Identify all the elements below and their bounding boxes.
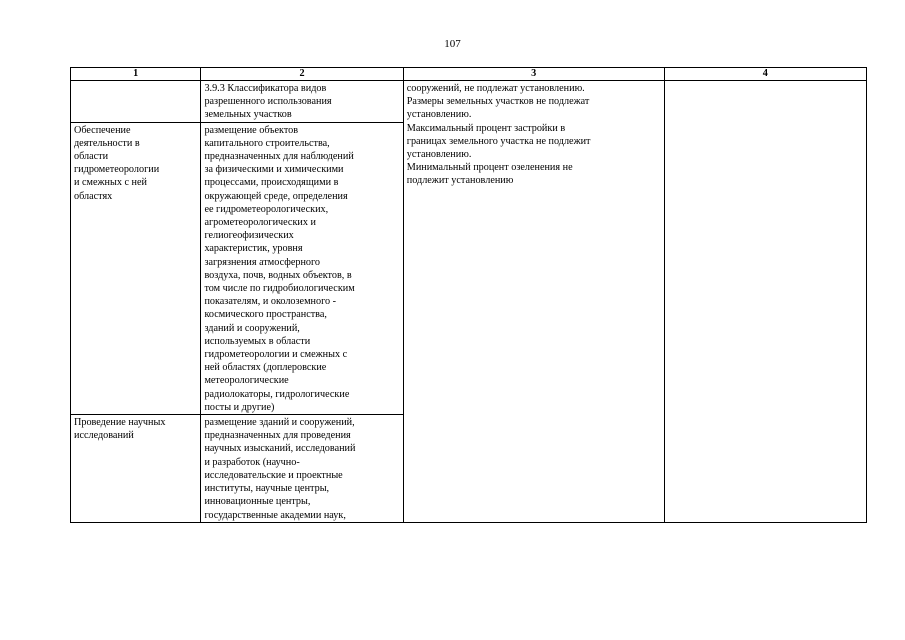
text-line: государственные академии наук, — [204, 509, 346, 521]
column-header-2: 2 — [201, 68, 403, 81]
text-line: размещение объектов — [204, 124, 299, 136]
text-line: 3.9.3 Классификатора видов — [204, 83, 327, 94]
text-line: зданий и сооружений, — [204, 322, 300, 334]
text-line: гидрометеорологии и смежных с — [204, 349, 348, 361]
text-line: предназначенных для проведения — [204, 430, 351, 442]
text-line: Размеры земельных участков не подлежат — [406, 96, 590, 108]
column-header-3: 3 — [403, 68, 664, 81]
text-line: используемых в области — [204, 335, 311, 347]
text-line: Минимальный процент озеленения не — [406, 162, 573, 174]
text-line: посты и другие) — [204, 401, 275, 413]
parameters-cell — [403, 81, 664, 523]
text-line: радиолокаторы, гидрологические — [204, 388, 350, 400]
text-line: показателям, и околоземного - — [204, 296, 337, 308]
text-line: исследовательские и проектные — [204, 469, 343, 481]
text-line: воздуха, почв, водных объектов, в — [204, 269, 352, 281]
text-line: процессами, происходящими в — [204, 177, 339, 189]
text-line: установлению. — [406, 149, 472, 161]
text-line: разрешенного использования — [204, 96, 332, 108]
text-line: космического пространства, — [204, 309, 327, 321]
row-name-cell — [71, 415, 201, 523]
text-line: метеорологические — [204, 375, 289, 387]
text-line: агрометеорологических и — [204, 217, 316, 229]
text-line: за физическими и химическими — [204, 164, 344, 176]
document-table — [70, 67, 867, 523]
description-text — [204, 416, 399, 522]
text-line: подлежит установлению — [406, 175, 514, 187]
text-line: гелиогеофизических — [204, 230, 294, 242]
text-line: капитального строительства, — [204, 137, 330, 149]
row-name-cell — [71, 122, 201, 414]
text-line: окружающей среде, определения — [204, 190, 348, 202]
text-line: гидрометеорологии — [74, 164, 160, 176]
table-header-row — [71, 68, 867, 81]
text-line: ней областях (доплеровские — [204, 362, 327, 374]
text-line: Обеспечение — [74, 124, 131, 136]
text-line: областях — [74, 190, 113, 202]
text-line: сооружений, не подлежат установлению. — [406, 83, 585, 94]
text-line: институты, научные центры, — [204, 483, 330, 495]
row-name-cell — [71, 81, 201, 123]
row-description-cell — [201, 122, 403, 414]
text-line: характеристик, уровня — [204, 243, 303, 255]
name-text — [74, 124, 197, 203]
column-header-4: 4 — [664, 68, 866, 81]
text-line: размещение зданий и сооружений, — [204, 417, 355, 429]
text-line: том числе по гидробиологическим — [204, 283, 355, 295]
text-line: установлению. — [406, 109, 472, 121]
text-line: Проведение научных — [74, 417, 166, 429]
column-4-cell — [664, 81, 866, 523]
name-text — [74, 416, 197, 442]
text-line: деятельности в — [74, 137, 140, 149]
description-text — [204, 124, 399, 414]
text-line: ее гидрометеорологических, — [204, 203, 329, 215]
row-description-cell — [201, 81, 403, 123]
text-line: инновационные центры, — [204, 496, 311, 508]
table-row — [71, 81, 867, 123]
text-line: научных изысканий, исследований — [204, 443, 356, 455]
text-line: области — [74, 151, 109, 163]
text-line: земельных участков — [204, 109, 292, 121]
description-text — [204, 82, 399, 122]
text-line: Максимальный процент застройки в — [406, 122, 566, 134]
text-line: исследований — [74, 430, 134, 442]
text-line: и разработок (научно- — [204, 456, 300, 468]
column-header-1: 1 — [71, 68, 201, 81]
text-line: предназначенных для наблюдений — [204, 151, 354, 163]
text-line: границах земельного участка не подлежит — [406, 135, 591, 147]
parameters-text — [407, 82, 661, 188]
text-line: и смежных с ней — [74, 177, 147, 189]
text-line: загрязнения атмосферного — [204, 256, 321, 268]
row-description-cell — [201, 415, 403, 523]
page-number: 107 — [444, 38, 461, 50]
